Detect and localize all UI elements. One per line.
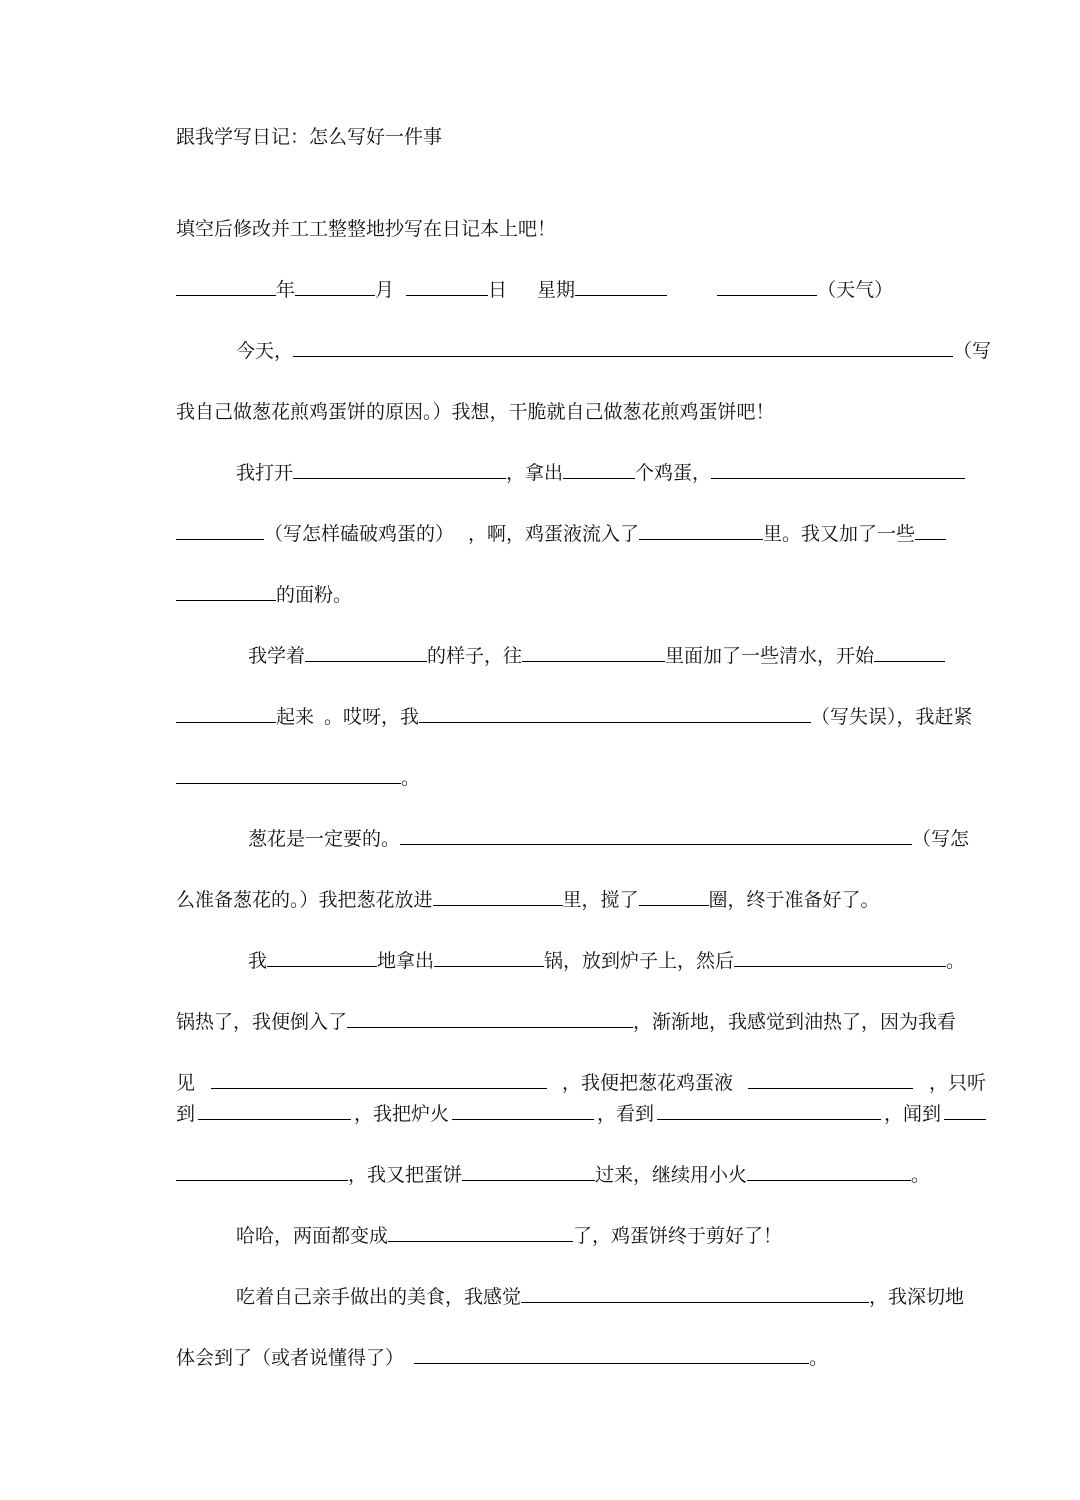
p3-text-c: 里面加了一些清水，开始 — [665, 645, 875, 667]
p1-text-b: （写 — [953, 340, 992, 362]
p5-text-d: 。 — [946, 950, 966, 972]
p6-text-b: 了，鸡蛋饼终于剪好了！ — [573, 1225, 783, 1247]
p1-line2 — [176, 392, 986, 432]
p2-blank-crack[interactable] — [711, 456, 965, 479]
p5-text-e: 锅热了，我便倒入了 — [176, 1011, 348, 1033]
p7-text-a: 吃着自己亲手做出的美食，我感觉 — [236, 1286, 522, 1308]
p5-blank-how[interactable] — [267, 944, 377, 967]
p4-line1 — [176, 819, 986, 859]
p5-text-o: 过来，继续用小火 — [595, 1164, 748, 1186]
p4-text-e: 圈，终于准备好了。 — [708, 889, 880, 911]
p5-text-l: ，看到 — [596, 1103, 654, 1125]
p2-blank-crack-cont[interactable] — [176, 517, 264, 540]
p4-blank-prepare[interactable] — [400, 822, 912, 845]
p1-blank-reason[interactable] — [293, 334, 953, 357]
p2-text-f: 里。我又加了一些 — [763, 523, 916, 545]
p7-line2 — [176, 1338, 986, 1378]
p3-blank-model[interactable] — [305, 639, 427, 662]
p5-blank-saw2[interactable] — [657, 1097, 881, 1120]
p5-text-p: 。 — [911, 1164, 931, 1186]
p1-text-a: 今天， — [236, 340, 294, 362]
p5-text-f: ，渐渐地，我感觉到油热了，因为我看 — [633, 1011, 957, 1033]
p3-blank-stir[interactable] — [874, 639, 945, 662]
p3-text-b: 的样子，往 — [427, 645, 523, 667]
weather-label: （天气） — [817, 279, 894, 301]
p7-blank-learned[interactable] — [414, 1341, 809, 1364]
p4-blank-container[interactable] — [433, 883, 563, 906]
p5-text-h: ，我便把葱花鸡蛋液 — [561, 1072, 733, 1094]
month-blank[interactable] — [295, 273, 375, 296]
p5-text-i: ，只听 — [928, 1072, 986, 1094]
p4-blank-turns[interactable] — [639, 883, 709, 906]
p5-blank-pour[interactable] — [748, 1066, 913, 1089]
p7-text-d: 。 — [809, 1347, 829, 1369]
p3-blank-fix[interactable] — [176, 761, 401, 784]
p5-text-g: 见 — [176, 1072, 196, 1094]
day-blank[interactable] — [406, 273, 488, 296]
p5-blank-flip[interactable] — [462, 1158, 595, 1181]
p2-text-c: 个鸡蛋， — [635, 462, 712, 484]
p3-line2 — [176, 697, 986, 737]
p4-text-a: 葱花是一定要的。 — [248, 828, 401, 850]
p5-text-b: 地拿出 — [377, 950, 435, 972]
p5-blank-heard[interactable] — [198, 1097, 351, 1120]
year-label: 年 — [276, 279, 296, 301]
day-label: 日 — [488, 279, 508, 301]
p3-line3 — [176, 758, 986, 798]
p2-text-d: （写怎样磕破鸡蛋的） — [264, 523, 455, 545]
p2-blank-open[interactable] — [293, 456, 506, 479]
p5-text-m: ，闻到 — [883, 1103, 941, 1125]
p7-blank-feeling[interactable] — [521, 1280, 869, 1303]
p5-blank-saw[interactable] — [211, 1066, 547, 1089]
p5-blank-smell[interactable] — [944, 1097, 986, 1120]
p5-line4 — [176, 1094, 986, 1134]
p5-blank-oil[interactable] — [347, 1005, 633, 1028]
p5-blank-smell-cont[interactable] — [176, 1158, 348, 1181]
weekday-label: 星期 — [537, 279, 576, 301]
p2-line2 — [176, 514, 986, 554]
p5-blank-pan[interactable] — [434, 944, 544, 967]
p5-line5 — [176, 1155, 986, 1195]
p2-line3 — [176, 575, 986, 615]
p5-text-a: 我 — [248, 950, 268, 972]
p2-text-e: ，啊，鸡蛋液流入了 — [468, 523, 640, 545]
p3-text-e: 。哎呀，我 — [324, 706, 420, 728]
p2-blank-count[interactable] — [563, 456, 635, 479]
p5-line1 — [176, 941, 986, 981]
instruction-text: 填空后修改并工工整整地抄写在日记本上吧！ — [176, 218, 557, 240]
worksheet-title — [176, 117, 986, 157]
p5-text-k: ，我把炉火 — [353, 1103, 449, 1125]
month-label: 月 — [375, 279, 395, 301]
date-line — [176, 270, 986, 310]
p2-text-b: ，拿出 — [506, 462, 564, 484]
p3-line1 — [176, 636, 986, 676]
weekday-blank[interactable] — [575, 273, 667, 296]
p7-line1 — [176, 1277, 986, 1317]
p5-blank-fry[interactable] — [747, 1158, 911, 1181]
p7-text-b: ，我深切地 — [869, 1286, 965, 1308]
p2-blank-flour[interactable] — [915, 517, 946, 540]
year-blank[interactable] — [176, 273, 276, 296]
p2-line1 — [176, 453, 986, 493]
instruction-line — [176, 209, 986, 249]
p3-blank-mistake[interactable] — [419, 700, 811, 723]
p5-text-c: 锅，放到炉子上，然后 — [544, 950, 735, 972]
p7-text-c: 体会到了（或者说懂得了） — [176, 1347, 405, 1369]
p4-text-b: （写怎 — [912, 828, 970, 850]
p1-text-c: 我自己做葱花煎鸡蛋饼的原因。）我想，干脆就自己做葱花煎鸡蛋饼吧！ — [176, 401, 775, 423]
p5-blank-then[interactable] — [734, 944, 946, 967]
p2-text-a: 我打开 — [236, 462, 294, 484]
p5-text-j: 到 — [176, 1103, 196, 1125]
p2-blank-flour-cont[interactable] — [176, 578, 276, 601]
p6-text-a: 哈哈，两面都变成 — [236, 1225, 389, 1247]
p6-blank-color[interactable] — [388, 1219, 573, 1242]
p5-blank-fire[interactable] — [452, 1097, 594, 1120]
p3-text-a: 我学着 — [248, 645, 306, 667]
p2-text-g: 的面粉。 — [276, 584, 353, 606]
p3-text-d: 起来 — [276, 706, 315, 728]
title-text: 跟我学写日记：怎么写好一件事 — [176, 126, 443, 148]
p1-line1 — [176, 331, 992, 371]
p5-text-n: ，我又把蛋饼 — [348, 1164, 463, 1186]
p6-line1 — [176, 1216, 986, 1256]
p4-line2 — [176, 880, 986, 920]
p3-blank-stir-cont[interactable] — [176, 700, 276, 723]
weather-blank[interactable] — [717, 273, 817, 296]
p4-text-d: 里，搅了 — [562, 889, 639, 911]
p4-text-c: 么准备葱花的。）我把葱花放进 — [176, 889, 433, 911]
p3-text-g: 。 — [401, 767, 421, 789]
p3-text-f: （写失误），我赶紧 — [811, 706, 973, 728]
p2-blank-container[interactable] — [639, 517, 763, 540]
p5-line2 — [176, 1002, 986, 1042]
p3-blank-bowl[interactable] — [522, 639, 665, 662]
